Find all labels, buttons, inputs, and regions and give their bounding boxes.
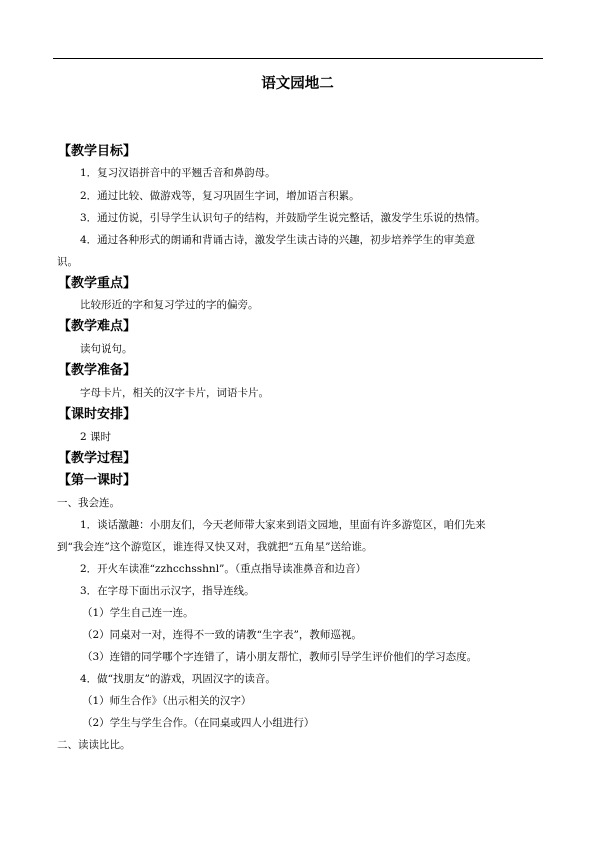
preparation-text: 字母卡片，相关的汉字卡片，词语卡片。	[80, 387, 269, 399]
key-points-text: 比较形近的字和复习学过的字的偏旁。	[80, 299, 259, 311]
heading-goals: 【教学目标】	[58, 144, 137, 159]
lesson-line: （1）学生自己连一连。	[82, 607, 194, 619]
goal-item-3: 3．通过仿说，引导学生认识句子的结构，并鼓励学生说完整话，激发学生乐说的热情。	[80, 212, 486, 224]
heading-lesson1: 【第一课时】	[58, 473, 137, 488]
heading-key-points: 【教学重点】	[58, 276, 137, 291]
schedule-text: 2 课时	[80, 431, 112, 443]
heading-difficulties: 【教学难点】	[58, 319, 137, 334]
difficulties-text: 读句说句。	[80, 343, 133, 355]
goal-item-4-continued: 识。	[57, 256, 78, 268]
goal-item-1: 1．复习汉语拼音中的平翘舌音和鼻韵母。	[80, 167, 276, 179]
lesson-line: （2）学生与学生合作。（在同桌或四人小组进行）	[82, 717, 315, 729]
lesson-line: 4．做“找朋友”的游戏，巩固汉字的读音。	[80, 673, 276, 685]
heading-schedule: 【课时安排】	[58, 407, 137, 422]
lesson-line: （2）同桌对一对，连得不一致的请教“生字表”，教师巡视。	[82, 629, 362, 641]
heading-preparation: 【教学准备】	[58, 363, 137, 378]
lesson-line: 3．在字母下面出示汉字，指导连线。	[80, 585, 255, 597]
lesson-line: 2．开火车读准“zzhcchsshnl”。（重点指导读准鼻音和边音）	[80, 563, 367, 575]
lesson-line: （1）师生合作》（出示相关的汉字）	[82, 695, 252, 707]
header-rule	[53, 58, 543, 59]
lesson-line: 到“我会连”这个游览区，谁连得又快又对，我就把“五角星”送给谁。	[57, 541, 373, 553]
lesson-line: 1．谈话激趣：小朋友们，今天老师带大家来到语文园地，里面有许多游览区，咱们先来	[80, 519, 486, 531]
goal-item-2: 2．通过比较、做游戏等，复习巩固生字词，增加语言积累。	[80, 190, 360, 202]
lesson-line: 一、我会连。	[57, 497, 120, 509]
lesson-line: 二、读读比比。	[57, 739, 131, 751]
page-title: 语文园地二	[261, 76, 334, 92]
lesson-line: （3）连错的同学哪个字连错了，请小朋友帮忙，教师引导学生评价他们的学习态度。	[82, 651, 478, 663]
goal-item-4: 4．通过各种形式的朗诵和背诵古诗，激发学生读古诗的兴趣，初步培养学生的审美意	[80, 234, 476, 246]
heading-process: 【教学过程】	[58, 451, 137, 466]
